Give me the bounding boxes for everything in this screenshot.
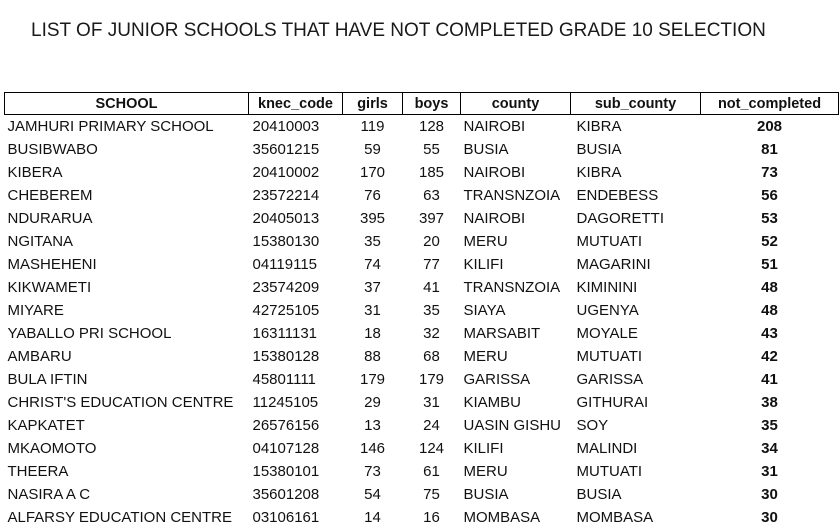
- cell-sub-county: KIBRA: [571, 115, 701, 139]
- cell-not-completed: 41: [701, 368, 839, 391]
- cell-county: BUSIA: [461, 483, 571, 506]
- table-row: [5, 253, 839, 276]
- table-row: [5, 483, 839, 506]
- cell-sub-county: KIBRA: [571, 161, 701, 184]
- cell-not-completed: 51: [701, 253, 839, 276]
- cell-knec-code: 45801111: [249, 368, 343, 391]
- cell-sub-county: MUTUATI: [571, 230, 701, 253]
- cell-sub-county: MOMBASA: [571, 506, 701, 529]
- cell-sub-county: ENDEBESS: [571, 184, 701, 207]
- cell-sub-county: KIMININI: [571, 276, 701, 299]
- header-sub-county: sub_county: [571, 93, 701, 115]
- cell-school: KIKWAMETI: [5, 276, 249, 299]
- cell-knec-code: 04107128: [249, 437, 343, 460]
- schools-table: [4, 92, 839, 529]
- cell-boys: 68: [403, 345, 461, 368]
- cell-girls: 54: [343, 483, 403, 506]
- cell-county: SIAYA: [461, 299, 571, 322]
- cell-county: NAIROBI: [461, 161, 571, 184]
- cell-school: YABALLO PRI SCHOOL: [5, 322, 249, 345]
- cell-not-completed: 48: [701, 276, 839, 299]
- cell-girls: 37: [343, 276, 403, 299]
- header-not-completed: not_completed: [701, 93, 839, 115]
- cell-not-completed: 30: [701, 483, 839, 506]
- table-row: [5, 322, 839, 345]
- cell-boys: 16: [403, 506, 461, 529]
- cell-not-completed: 35: [701, 414, 839, 437]
- cell-boys: 61: [403, 460, 461, 483]
- cell-knec-code: 23574209: [249, 276, 343, 299]
- cell-school: THEERA: [5, 460, 249, 483]
- cell-school: NGITANA: [5, 230, 249, 253]
- cell-school: MIYARE: [5, 299, 249, 322]
- header-boys: boys: [403, 93, 461, 115]
- cell-knec-code: 20410003: [249, 115, 343, 139]
- cell-not-completed: 53: [701, 207, 839, 230]
- cell-school: KIBERA: [5, 161, 249, 184]
- table-row: [5, 230, 839, 253]
- cell-girls: 170: [343, 161, 403, 184]
- table-header-row: [5, 93, 839, 115]
- cell-sub-county: BUSIA: [571, 483, 701, 506]
- cell-boys: 179: [403, 368, 461, 391]
- table-row: [5, 207, 839, 230]
- cell-boys: 63: [403, 184, 461, 207]
- cell-not-completed: 34: [701, 437, 839, 460]
- cell-not-completed: 43: [701, 322, 839, 345]
- cell-knec-code: 20405013: [249, 207, 343, 230]
- cell-knec-code: 42725105: [249, 299, 343, 322]
- cell-girls: 29: [343, 391, 403, 414]
- cell-county: NAIROBI: [461, 207, 571, 230]
- table-row: [5, 506, 839, 529]
- cell-girls: 74: [343, 253, 403, 276]
- cell-boys: 185: [403, 161, 461, 184]
- cell-school: JAMHURI PRIMARY SCHOOL: [5, 115, 249, 139]
- cell-knec-code: 04119115: [249, 253, 343, 276]
- cell-not-completed: 81: [701, 138, 839, 161]
- cell-boys: 24: [403, 414, 461, 437]
- cell-knec-code: 15380130: [249, 230, 343, 253]
- cell-school: KAPKATET: [5, 414, 249, 437]
- cell-sub-county: SOY: [571, 414, 701, 437]
- cell-knec-code: 15380101: [249, 460, 343, 483]
- cell-girls: 14: [343, 506, 403, 529]
- cell-girls: 31: [343, 299, 403, 322]
- cell-school: ALFARSY EDUCATION CENTRE: [5, 506, 249, 529]
- cell-sub-county: BUSIA: [571, 138, 701, 161]
- cell-boys: 31: [403, 391, 461, 414]
- table-row: [5, 368, 839, 391]
- cell-school: NDURARUA: [5, 207, 249, 230]
- cell-girls: 73: [343, 460, 403, 483]
- cell-knec-code: 23572214: [249, 184, 343, 207]
- table-row: [5, 138, 839, 161]
- table-row: [5, 161, 839, 184]
- cell-sub-county: MOYALE: [571, 322, 701, 345]
- cell-sub-county: GARISSA: [571, 368, 701, 391]
- cell-boys: 32: [403, 322, 461, 345]
- cell-sub-county: MUTUATI: [571, 345, 701, 368]
- table-body: [5, 115, 839, 529]
- cell-girls: 179: [343, 368, 403, 391]
- cell-not-completed: 52: [701, 230, 839, 253]
- cell-not-completed: 30: [701, 506, 839, 529]
- cell-not-completed: 208: [701, 115, 839, 139]
- header-county: county: [461, 93, 571, 115]
- cell-county: TRANSNZOIA: [461, 184, 571, 207]
- cell-girls: 76: [343, 184, 403, 207]
- cell-knec-code: 35601208: [249, 483, 343, 506]
- table-row: [5, 299, 839, 322]
- cell-not-completed: 56: [701, 184, 839, 207]
- cell-county: NAIROBI: [461, 115, 571, 139]
- table-row: [5, 345, 839, 368]
- cell-sub-county: MUTUATI: [571, 460, 701, 483]
- table-row: [5, 115, 839, 139]
- cell-not-completed: 73: [701, 161, 839, 184]
- cell-sub-county: UGENYA: [571, 299, 701, 322]
- cell-boys: 77: [403, 253, 461, 276]
- document-title: LIST OF JUNIOR SCHOOLS THAT HAVE NOT COMPLETED GRADE 10 SELECTION: [31, 20, 766, 42]
- cell-knec-code: 35601215: [249, 138, 343, 161]
- cell-not-completed: 48: [701, 299, 839, 322]
- cell-boys: 75: [403, 483, 461, 506]
- cell-not-completed: 42: [701, 345, 839, 368]
- cell-county: UASIN GISHU: [461, 414, 571, 437]
- cell-school: MKAOMOTO: [5, 437, 249, 460]
- table-row: [5, 460, 839, 483]
- cell-county: MOMBASA: [461, 506, 571, 529]
- cell-school: MASHEHENI: [5, 253, 249, 276]
- table-row: [5, 437, 839, 460]
- cell-sub-county: MALINDI: [571, 437, 701, 460]
- table-row: [5, 391, 839, 414]
- cell-girls: 13: [343, 414, 403, 437]
- cell-knec-code: 26576156: [249, 414, 343, 437]
- cell-girls: 395: [343, 207, 403, 230]
- cell-county: TRANSNZOIA: [461, 276, 571, 299]
- cell-sub-county: MAGARINI: [571, 253, 701, 276]
- cell-school: NASIRA A C: [5, 483, 249, 506]
- cell-boys: 55: [403, 138, 461, 161]
- cell-boys: 35: [403, 299, 461, 322]
- cell-girls: 35: [343, 230, 403, 253]
- cell-school: AMBARU: [5, 345, 249, 368]
- cell-county: MERU: [461, 230, 571, 253]
- cell-county: KILIFI: [461, 253, 571, 276]
- cell-boys: 41: [403, 276, 461, 299]
- cell-school: CHRIST'S EDUCATION CENTRE: [5, 391, 249, 414]
- cell-girls: 88: [343, 345, 403, 368]
- table-row: [5, 184, 839, 207]
- cell-boys: 124: [403, 437, 461, 460]
- header-school: SCHOOL: [5, 93, 249, 115]
- cell-knec-code: 16311131: [249, 322, 343, 345]
- cell-boys: 128: [403, 115, 461, 139]
- cell-sub-county: DAGORETTI: [571, 207, 701, 230]
- cell-knec-code: 03106161: [249, 506, 343, 529]
- cell-county: KILIFI: [461, 437, 571, 460]
- cell-county: GARISSA: [461, 368, 571, 391]
- cell-knec-code: 11245105: [249, 391, 343, 414]
- cell-school: BUSIBWABO: [5, 138, 249, 161]
- cell-county: MERU: [461, 345, 571, 368]
- cell-girls: 59: [343, 138, 403, 161]
- table-row: [5, 414, 839, 437]
- cell-boys: 20: [403, 230, 461, 253]
- cell-county: MERU: [461, 460, 571, 483]
- header-girls: girls: [343, 93, 403, 115]
- table-row: [5, 276, 839, 299]
- cell-sub-county: GITHURAI: [571, 391, 701, 414]
- cell-not-completed: 38: [701, 391, 839, 414]
- cell-girls: 146: [343, 437, 403, 460]
- cell-county: MARSABIT: [461, 322, 571, 345]
- cell-school: BULA IFTIN: [5, 368, 249, 391]
- cell-school: CHEBEREM: [5, 184, 249, 207]
- cell-girls: 119: [343, 115, 403, 139]
- cell-boys: 397: [403, 207, 461, 230]
- cell-knec-code: 20410002: [249, 161, 343, 184]
- cell-county: BUSIA: [461, 138, 571, 161]
- header-knec-code: knec_code: [249, 93, 343, 115]
- cell-knec-code: 15380128: [249, 345, 343, 368]
- cell-county: KIAMBU: [461, 391, 571, 414]
- cell-not-completed: 31: [701, 460, 839, 483]
- cell-girls: 18: [343, 322, 403, 345]
